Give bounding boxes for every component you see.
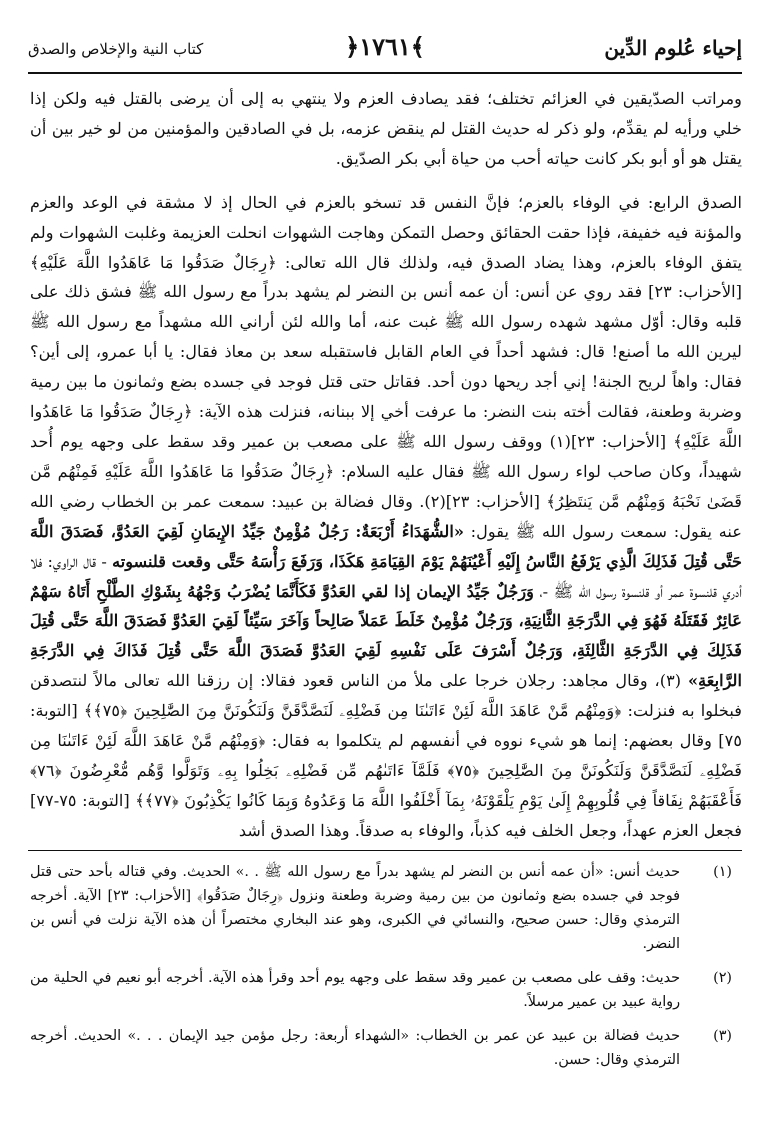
footnote-number: (٢) [713,970,732,986]
hadith-text: وَرَجُلٌ جَيِّدُ الإيمان إذا لقي العَدُوَّ فَكَأَنَّمَا يُضْرَبُ وَجْهُهُ بِشَوْكِ الطَّلْحِ أَتَاهُ سَهْمٌ عَائِرٌ فَقَتَلَهُ فَهُوَ فِي الدَّرَجَةِ الثَّانِيَةِ، وَرَجُلٌ مُؤْمِنٌ خَلَطَ عَمَلاً صَالِحاً وَآخَرَ سَيِّئاً لَقِيَ العَدُوَّ فَصَدَقَ اللَّهَ حَتَّى قُتِلَ فَذَلِكَ فِي الدَّرَجَةِ الثَّالِثَةِ، وَرَجُلٌ أَسْرَفَ عَلَى نَفْسِهِ لَقِيَ العَدُوَّ فَصَدَقَ اللَّهَ حَتَّى قُتِلَ فَذَاكَ فِي الدَّرَجَةِ الرَّابِعَةِ» [30,581,742,691]
text-run: (٣)، وقال مجاهد: رجلان خرجا على ملأ من الناس قعود فقالا: إن رزقنا الله تعالى مالاً لنتصدقن فبخلوا به فنزلت: [30,671,742,721]
text-run: [الأحزاب: ٢٣](٢). وقال فضالة بن عبيد: سمعت عمر بن الخطاب رضي الله عنه يقول: سمعت رسول الله ﷺ يقول: [30,491,742,541]
text-run: [الأحزاب: ٢٣] فقد روي عن أنس: أن عمه أنس بن النضر لم يشهد بدراً مع رسول الله ﷺ فشق ذلك على قلبه وقال: أوّل مشهد شهده رسول الله ﷺ غبت عنه، أما والله لئن أراني الله مشهداً مع رسول الله ﷺ ليرين الله ما أصنع! قال: فشهد أحداً في العام القابل فاستقبله سعد بن معاذ فقال: يا أبا عمرو، إلى أين؟ فقال: واهاً لريح الجنة! إني أجد ريحها دون أحد. فقاتل حتى قتل فوجد في جسده بضع وثمانون ما بين رمية وضربة وطعنة، فقالت أخته بنت النضر: ما عرفت أخي إلا ببنانه، فنزلت هذه الآية: [30,282,742,422]
text-run: [التوبة: ٧٥] وقال بعضهم: إنما هو شيء نووه في أنفسهم لم يتكلموا به فقال: [30,701,743,751]
book-title: إحياء عُلوم الدِّين [604,36,742,60]
main-text [30,84,742,846]
quran-verse: ﴿رِجَالٌ صَدَقُوا مَا عَاهَدُوا اللَّهَ عَلَيْهِ﴾ [30,402,742,451]
footnote-number: (٣) [713,1028,732,1044]
footnote-text: حديث: وقف على مصعب بن عمير وقد سقط على وجهه يوم أحد وقرأ هذه الآية. أخرجه أبو نعيم في الحلية من رواية عبيد بن عمير مرسلاً. [30,970,681,1010]
footnote-rule [28,850,742,851]
quran-verse: ﴿رِجَالٌ صَدَقُوا مَا عَاهَدُوا اللَّهَ عَلَيْهِ﴾ [30,252,277,272]
footnotes [30,860,742,1082]
footnote-item [30,966,742,1014]
footnote-item [30,860,742,956]
page-header [28,30,742,70]
paragraph-1: ومراتب الصدّيقين في العزائم تختلف؛ فقد يصادف العزم ولا ينتهي به إلى أن يرضى بالقتل فيه ولكن إذا خلي ورأيه لم يقدِّم، ولو ذكر له حديث القتل لم ينقض عزمه، بل في الصادقين والمؤمنين من لو خير بين أن يقتل هو أو أبو بكر كانت حياته أحب من حياة أبي بكر الصدّيق. [30,89,742,168]
section-title: كتاب النية والإخلاص والصدق [28,40,204,58]
header-rule [28,72,742,74]
text-run: - قال الراوي: فلا أدري قلنسوة عمر أو قلنسوة رسول الله ﷺ -، [30,551,742,601]
quran-verse: ﴿وَمِنْهُم مَّنْ عَاهَدَ اللَّهَ لَئِنْ ءَاتَىٰنَا مِن فَضْلِهِۦ لَنَصَّدَّقَنَّ وَلَنَكُونَنَّ مِنَ الصَّٰلِحِينَ ﴿٧٥﴾﴾ [83,701,622,721]
text-run: [الأحزاب: ٢٣](١) ووقف رسول الله ﷺ على مصعب بن عمير وقد سقط على وجهه يوم أُحد شهيداً، وكان صاحب لواء رسول الله ﷺ فقال عليه السلام: [30,431,742,481]
footnote-text: حديث فضالة بن عبيد عن عمر بن الخطاب: «الشهداء أربعة: رجل مؤمن جيد الإيمان . . .» الحديث. أخرجه الترمذي وقال: حسن. [30,1028,680,1068]
page-number: ﴿١٧٦١﴾ [345,32,425,61]
text-run: [التوبة: ٧٥-٧٧] فجعل العزم عهداً، وجعل الخلف فيه كذباً، والوفاء به صدقاً. وهذا الصدق أشد [30,790,742,840]
quran-verse: ﴿رِجَالٌ صَدَقُوا مَا عَاهَدُوا اللَّهَ عَلَيْهِ فَمِنْهُم مَّن قَضَىٰ نَحْبَهُ وَمِنْهُم مَّن يَنتَظِرُ﴾ [30,461,742,511]
quran-verse: ﴿وَمِنْهُم مَّنْ عَاهَدَ اللَّهَ لَئِنْ ءَاتَىٰنَا مِن فَضْلِهِۦ لَنَصَّدَّقَنَّ وَلَنَكُونَنَّ مِنَ الصَّٰلِحِينَ ﴿٧٥﴾ فَلَمَّآ ءَاتَىٰهُم مِّن فَضْلِهِۦ بَخِلُوا بِهِۦ وَتَوَلَّوا وَّهُم مُّعْرِضُونَ ﴿٧٦﴾ فَأَعْقَبَهُمْ نِفَاقاً فِي قُلُوبِهِمْ إِلَىٰ يَوْمِ يَلْقَوْنَهُۥ بِمَآ أَخْلَفُوا اللَّهَ مَا وَعَدُوهُ وَبِمَا كَانُوا يَكْذِبُونَ ﴿٧٧﴾﴾ [30,731,742,810]
text-run: الصدق الرابع: في الوفاء بالعزم؛ فإنَّ النفس قد تسخو بالعزم في الحال إذ لا مشقة في الوعد والعزم والمؤنة فيه خفيفة، فإذا حقت الحقائق وحصل التمكن وهاجت الشهوات انحلت العزيمة وغلبت الشهوات ولم يتفق الوفاء بالعزم، وهذا يضاد الصدق فيه، ولذلك قال الله تعالى: [30,192,742,272]
paragraph-2 [30,188,742,846]
footnote-text: حديث أنس: «أن عمه أنس بن النضر لم يشهد بدراً مع رسول الله ﷺ . .» الحديث. وفي قتاله بأحد حتى قتل فوجد في جسده بضع وثمانون من بين رمية وضربة وطعنة ونزول ﴿رِجَالٌ صَدَقُوا﴾ [الأحزاب: ٢٣] الآية. أخرجه الترمذي وقال: حسن صحيح، والنسائي في الكبرى، وهو عند البخاري مختصراً أن هذه الآية نزلت في أنس بن النضر. [30,864,680,952]
hadith-text: «الشُّهَدَاءُ أَرْبَعَةٌ: رَجُلٌ مُؤْمِنٌ جَيِّدُ الإِيمَانِ لَقِيَ العَدُوَّ، فَصَدَقَ اللَّهَ حَتَّى قُتِلَ فَذَلِكَ الَّذِي يَرْفَعُ النَّاسُ إِلَيْهِ أَعْيُنَهُمْ يَوْمَ القِيَامَةِ هَكَذَا، وَرَفَعَ رَأْسَهُ حَتَّى وقعت قلنسوته [30,521,742,571]
footnote-item [30,1024,742,1072]
footnote-number: (١) [713,864,732,880]
